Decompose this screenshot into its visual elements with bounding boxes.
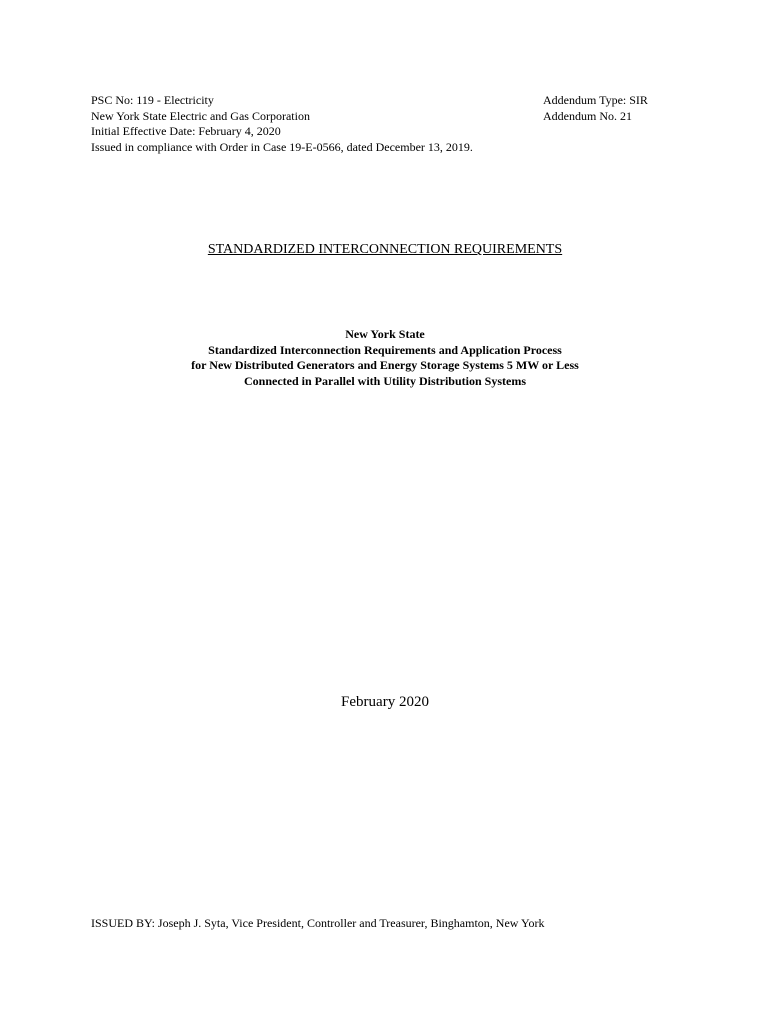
psc-number: PSC No: 119 - Electricity [91, 93, 214, 107]
document-title: STANDARDIZED INTERCONNECTION REQUIREMENTS [207, 242, 563, 257]
header-left-block [91, 93, 473, 155]
issued-by-footer: ISSUED BY: Joseph J. Syta, Vice President, Controller and Treasurer, Binghamton, New York [91, 916, 545, 930]
effective-date: Initial Effective Date: February 4, 2020 [91, 124, 281, 138]
addendum-type: Addendum Type: SIR [543, 93, 648, 107]
company-name: New York State Electric and Gas Corporation [91, 108, 310, 123]
compliance-note: Issued in compliance with Order in Case 19-E-0566, dated December 13, 2019. [91, 139, 473, 154]
subtitle-line: Standardized Interconnection Requirements and Application Process [208, 342, 562, 357]
addendum-number: Addendum No. 21 [543, 108, 632, 123]
subtitle-line: for New Distributed Generators and Energy Storage Systems 5 MW or Less [191, 358, 579, 372]
document-date: February 2020 [341, 694, 429, 710]
header-right-block [543, 93, 648, 124]
subtitle-line: New York State [345, 327, 425, 341]
subtitle-line: Connected in Parallel with Utility Distribution Systems [244, 373, 526, 388]
document-subtitle [0, 327, 770, 389]
